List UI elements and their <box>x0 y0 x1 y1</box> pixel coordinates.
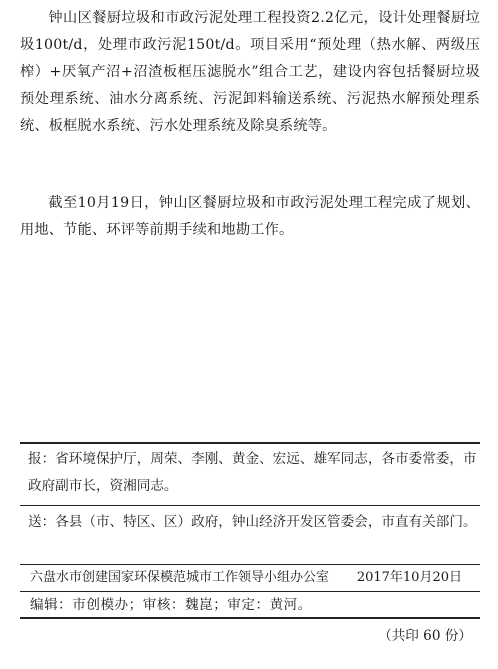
footer-top-rule <box>20 442 480 444</box>
footer-rule-office-editor <box>20 591 480 592</box>
editor-line: 编辑：市创模办；审核：魏崑；审定：黄河。 <box>30 597 312 613</box>
issuing-office: 六盘水市创建国家环保模范城市工作领导小组办公室 <box>30 570 330 585</box>
footer-bottom-rule <box>20 617 480 619</box>
issue-date: 2017年10月20日 <box>356 570 462 585</box>
send-recipients: 送：各县（市、特区、区）政府，钟山经济开发区管委会，市直有关部门。 <box>28 514 477 530</box>
report-recipients: 报：省环境保护厅，周荣、李刚、黄金、宏远、雄军同志，各市委常委，市政府副市长，资湘同志。 <box>28 451 477 494</box>
print-copies: （共印 60 份） <box>378 628 472 644</box>
footer-rule-send-office <box>20 564 480 565</box>
body-paragraph-project: 钟山区餐厨垃圾和市政污泥处理工程投资2.2亿元，设计处理餐厨垃圾100t/d，处理市政污泥150t/d。项目采用“预处理（热水解、两级压榨）+厌氧产沼+沼渣板框压滤脱水”组合工艺，建设内容包括餐厨垃圾预处理系统、油水分离系统、污泥卸料输送系统、污泥热水解预处理系统、板框脱水系统、污水处理系统及除臭系统等。 <box>20 10 480 134</box>
issuing-office-row <box>30 566 462 590</box>
body-paragraph-progress: 截至10月19日，钟山区餐厨垃圾和市政污泥处理工程完成了规划、用地、节能、环评等前期手续和地勘工作。 <box>20 195 480 238</box>
footer-rule-report-send <box>20 505 480 506</box>
